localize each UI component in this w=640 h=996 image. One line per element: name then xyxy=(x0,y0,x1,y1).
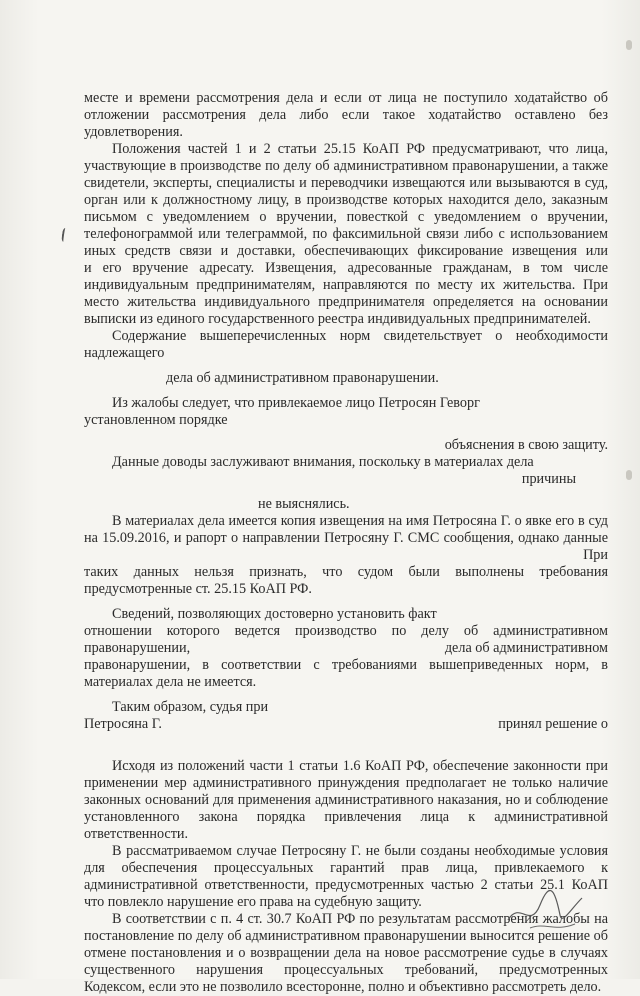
text-line: Из жалобы следует, что привлекаемое лицо Петросян Геворг xyxy=(112,395,480,411)
text-line: установленного закона порядка привлечения лица к административной xyxy=(84,809,608,825)
text-fragment: правонарушении, xyxy=(84,640,191,656)
text-line: постановление по делу об административном правонарушении выносится решение об xyxy=(84,928,608,944)
text-line: и его вручение адресату. Извещения, адресованные гражданам, в том числе xyxy=(84,260,608,276)
text-line: предусмотренные ст. 25.15 КоАП РФ. xyxy=(84,581,312,597)
handwritten-signature xyxy=(500,880,590,940)
text-line: отношении которого ведется производство по делу об административном xyxy=(84,623,608,639)
text-line: свидетели, эксперты, специалисты и переводчики извещаются или вызываются в суд, xyxy=(84,175,608,191)
text-line: В соответствии с п. 4 ст. 30.7 КоАП РФ по результатам рассмотрения жалобы на xyxy=(112,911,608,927)
margin-mark xyxy=(61,228,69,243)
text-line: объяснения в свою защиту. xyxy=(444,437,608,453)
text-line: дела об административном правонарушении. xyxy=(166,370,439,386)
text-line: иных средств связи и доставки, обеспечивающих фиксирование извещения или xyxy=(84,243,608,259)
text-line: Положения частей 1 и 2 статьи 25.15 КоАП РФ предусматривают, что лица, xyxy=(112,141,608,157)
text-fragment: принял решение о xyxy=(498,716,608,732)
text-line: Таким образом, судья при xyxy=(112,699,269,715)
text-line: место жительства индивидуального предпринимателя определяется на основании xyxy=(84,294,608,310)
text-line: Данные доводы заслуживают внимания, поскольку в материалах дела xyxy=(112,454,534,470)
text-fragment: дела об административном xyxy=(444,640,608,656)
text-line: выписки из единого государственного реестра индивидуальных предпринимателей. xyxy=(84,311,591,327)
text-line: Сведений, позволяющих достоверно установить факт xyxy=(112,606,437,622)
text-line: письмом с уведомлением о вручении, повесткой с уведомлением о вручении, xyxy=(84,209,608,225)
text-line-pair xyxy=(84,640,608,657)
text-line: участвующие в производстве по делу об административном правонарушении, а также xyxy=(84,158,608,174)
text-fragment: Петросяна Г. xyxy=(84,716,162,732)
text-line: существенного нарушения процессуальных требований, предусмотренных xyxy=(84,962,608,978)
text-line: что повлекло нарушение его права на судебную защиту. xyxy=(84,894,422,910)
text-line: телефонограммой или телеграммой, по факсимильной связи либо с использованием xyxy=(84,226,608,242)
text-line-pair xyxy=(84,716,608,733)
text-line: не выяснялись. xyxy=(258,496,350,512)
document-text xyxy=(84,90,608,996)
text-line: При xyxy=(583,547,608,563)
text-line: установленном порядке xyxy=(84,412,228,428)
text-line: материалах дела не имеется. xyxy=(84,674,257,690)
text-line: на 15.09.2016, и рапорт о направлении Петросяну Г. СМС сообщения, однако данные xyxy=(84,530,608,546)
text-line: отложении рассмотрения дела либо если такое ходатайство оставлено без xyxy=(84,107,608,123)
text-line: административной ответственности, предусмотренных частью 2 статьи 25.1 КоАП xyxy=(84,877,608,893)
text-line: для обеспечения процессуальных гарантий прав лица, привлекаемого к xyxy=(84,860,608,876)
text-line: ответственности. xyxy=(84,826,189,842)
binder-hole xyxy=(626,40,632,50)
text-line: месте и времени рассмотрения дела и если от лица не поступило ходатайство об xyxy=(84,90,608,106)
text-line: таких данных нельзя признать, что судом были выполнены требования xyxy=(84,564,608,580)
text-line: надлежащего xyxy=(84,345,165,361)
text-line: орган или к должностному лицу, в производстве которых находится дело, заказным xyxy=(84,192,608,208)
text-line: применении мер административного принуждения предполагает не только наличие xyxy=(84,775,608,791)
text-line: Исходя из положений части 1 статьи 1.6 КоАП РФ, обеспечение законности при xyxy=(112,758,608,774)
text-line: отмене постановления и о возвращении дела на новое рассмотрение судье в случаях xyxy=(84,945,608,961)
text-line: Содержание вышеперечисленных норм свидетельствует о необходимости xyxy=(112,328,608,344)
text-line: правонарушении, в соответствии с требованиями вышеприведенных норм, в xyxy=(84,657,608,673)
text-line: законных оснований для применения административного наказания, но и соблюдение xyxy=(84,792,608,808)
binder-hole xyxy=(626,470,632,480)
text-line: Кодексом, если это не позволило всесторонне, полно и объективно рассмотреть дело. xyxy=(84,979,602,995)
text-line: удовлетворения. xyxy=(84,124,183,140)
text-line: В рассматриваемом случае Петросяну Г. не были созданы необходимые условия xyxy=(112,843,608,859)
text-line: В материалах дела имеется копия извещения на имя Петросяна Г. о явке его в суд xyxy=(112,513,608,529)
text-line: причины xyxy=(521,471,576,487)
text-line: индивидуальным предпринимателям, направляются по месту их жительства. При xyxy=(84,277,608,293)
